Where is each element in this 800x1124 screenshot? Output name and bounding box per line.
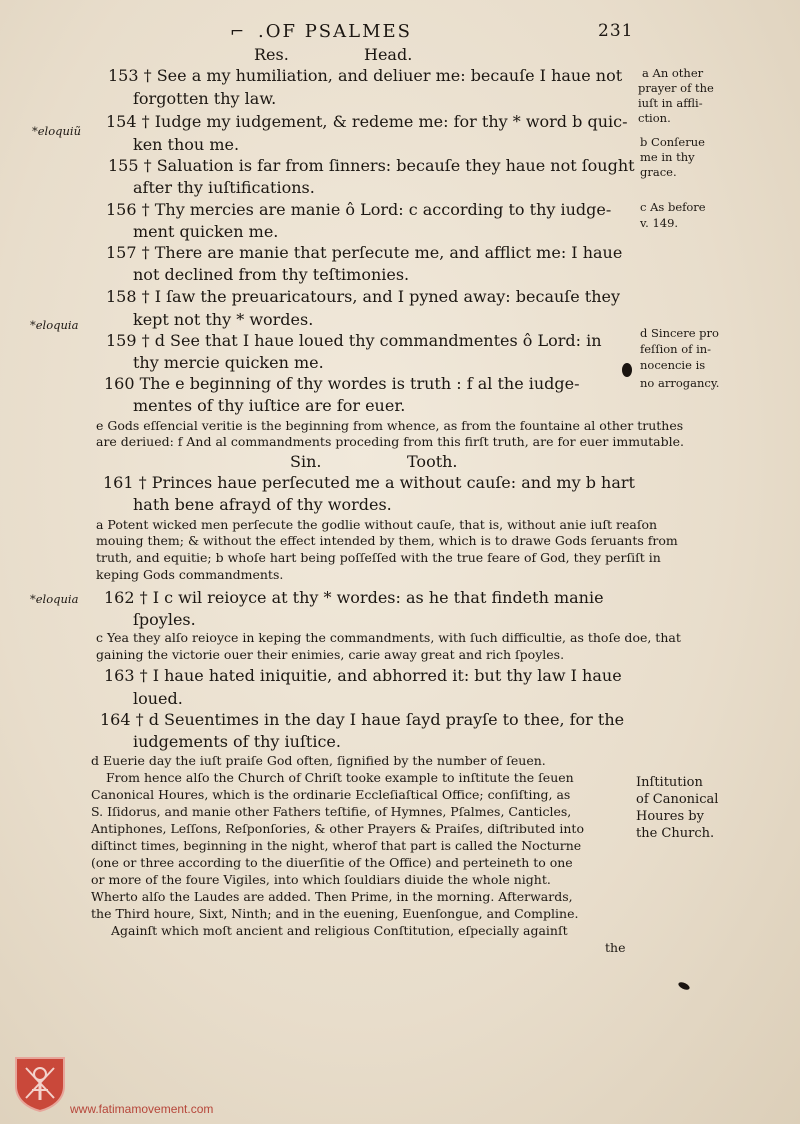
verse-163-line1: 163 † I haue hated iniquitie, and abhorred it: but thy law I haue [104, 666, 622, 685]
verse-161-line1: 161 † Princes haue perſecuted me a without cauſe: and my b hart [103, 473, 635, 492]
catchword: the [605, 940, 626, 955]
hebrew-letter-res: Res. [254, 45, 289, 64]
website-link[interactable]: www.fatimamovement.com [70, 1102, 214, 1116]
note-d-line3: Canonical Houres, which is the ordinarie Eccleſiaſtical Office; conſiſting, as [91, 787, 571, 802]
note-d-line4: S. Iſidorus, and manie other Fathers teſtifie, of Hymnes, Pſalmes, Canticles, [91, 804, 572, 819]
note-d-line5: Antiphones, Leſſons, Reſponſories, & other Prayers & Praiſes, diſtributed into [91, 821, 584, 836]
verse-156-line1: 156 † Thy mercies are manie ô Lord: c according to thy iudge- [106, 200, 612, 219]
note-c-line1: c Yea they alſo reioyce in keping the commandments, with ſuch difficultie, as thoſe doe, that [96, 630, 681, 645]
right-note-b-line2: me in thy [640, 150, 695, 164]
right-note-d-line3: nocencie is [640, 358, 706, 372]
verse-158-line1: 158 † I ſaw the preuaricatours, and I pyned away: becauſe they [106, 287, 620, 306]
note-a-line4: keping Gods commandments. [96, 567, 284, 582]
right-note-d-line4: no arrogancy. [640, 376, 720, 390]
verse-161-line2: hath bene afrayd of thy wordes. [133, 495, 392, 514]
verse-153-line1: 153 † See a my humiliation, and deliuer me: becauſe I haue not [108, 66, 623, 85]
verse-160-line2: mentes of thy iuſtice are for euer. [133, 396, 406, 415]
verse-163-line2: loued. [133, 689, 183, 708]
note-a-line3: truth, and equitie; b whoſe hart being poſſeſſed with the true feare of God, they perſiſt in [96, 550, 661, 565]
left-margin-note-3: *eloquia [30, 592, 79, 606]
note-e-line1: e Gods eſſencial veritie is the beginning from whence, as from the fountaine al other truthes [96, 418, 684, 433]
page-title: .OF PSALMES [258, 21, 412, 42]
hebrew-letter-tooth: Tooth. [407, 452, 458, 471]
right-note-inst-line4: the Church. [636, 826, 715, 841]
page-number: 231 [598, 21, 634, 41]
ink-blot [622, 363, 632, 377]
right-note-b-line1: b Conſerue [640, 135, 705, 149]
note-d-line11: Againſt which moſt ancient and religious Conſtitution, eſpecially againſt [111, 923, 568, 938]
verse-164-line1: 164 † d Seuentimes in the day I haue ſayd prayſe to thee, for the [100, 710, 625, 729]
right-note-d-line2: feſſion of in- [640, 342, 712, 356]
hebrew-letter-sin: Sin. [290, 452, 322, 471]
right-note-inst-line2: of Canonical [636, 792, 719, 807]
fatima-movement-shield-logo [12, 1054, 68, 1112]
right-note-a-line1: a An other [642, 66, 704, 80]
right-note-a-line4: ction. [638, 111, 671, 125]
header-mark: ⌐ [230, 22, 246, 42]
verse-154-line1: 154 † Iudge my iudgement, & redeme me: for thy * word b quic- [106, 112, 628, 131]
right-note-d-line1: d Sincere pro [640, 326, 719, 340]
verse-157-line1: 157 † There are manie that perſecute me, and afflict me: I haue [106, 243, 623, 262]
verse-162-line2: ſpoyles. [133, 610, 196, 629]
verse-153-line2: forgotten thy law. [133, 89, 277, 108]
note-d-line7: (one or three according to the diuerſitie of the Office) and perteineth to one [91, 855, 573, 870]
verse-157-line2: not declined from thy teſtimonies. [133, 265, 410, 284]
right-note-inst-line3: Houres by [636, 809, 704, 824]
note-d-line10: the Third houre, Sixt, Ninth; and in the euening, Euenſongue, and Compline. [91, 906, 579, 921]
verse-154-line2: ken thou me. [133, 135, 240, 154]
note-c-line2: gaining the victorie ouer their enimies, carie away great and rich ſpoyles. [96, 647, 565, 662]
ink-speck [677, 981, 690, 992]
note-d-line8: or more of the foure Vigiles, into which ſouldiars diuide the whole night. [91, 872, 551, 887]
note-e-line2: are deriued: f And al commandments proceding from this firſt truth, are for euer immutable. [96, 434, 684, 449]
right-note-c-line1: c As before [640, 200, 706, 214]
verse-159-line1: 159 † d See that I haue loued thy commandmentes ô Lord: in [106, 331, 602, 350]
note-d-line6: diſtinct times, beginning in the night, wherof that part is called the Nocturne [91, 838, 582, 853]
note-a-line1: a Potent wicked men perſecute the godlie without cauſe, that is, without anie iuſt reaſon [96, 517, 658, 532]
right-note-a-line2: prayer of the [638, 81, 714, 95]
left-margin-note-1: *eloquiũ [32, 124, 82, 138]
verse-156-line2: ment quicken me. [133, 222, 279, 241]
verse-155-line2: after thy iuſtifications. [133, 178, 315, 197]
note-d-line2: From hence alſo the Church of Chriſt tooke example to inſtitute the ſeuen [106, 770, 574, 785]
note-a-line2: mouing them; & without the effect intended by them, which is to drawe Gods ſeruants from [96, 533, 678, 548]
right-note-c-line2: v. 149. [640, 216, 679, 230]
hebrew-letter-head: Head. [364, 45, 413, 64]
verse-160-line1: 160 The e beginning of thy wordes is truth : f al the iudge- [104, 374, 580, 393]
verse-159-line2: thy mercie quicken me. [133, 353, 324, 372]
verse-162-line1: 162 † I c wil reioyce at thy * wordes: as he that findeth manie [104, 588, 604, 607]
right-note-b-line3: grace. [640, 165, 677, 179]
note-d-line9: Wherto alſo the Laudes are added. Then Prime, in the morning. Afterwards, [91, 889, 573, 904]
right-note-a-line3: iuſt in affli- [638, 96, 703, 110]
left-margin-note-2: *eloquia [30, 318, 79, 332]
verse-164-line2: iudgements of thy iuſtice. [133, 732, 341, 751]
right-note-inst-line1: Inſtitution [636, 775, 703, 790]
verse-158-line2: kept not thy * wordes. [133, 310, 314, 329]
verse-155-line1: 155 † Saluation is far from ſinners: becauſe they haue not ſought [108, 156, 635, 175]
note-d-line1: d Euerie day the iuſt praiſe God often, ſignified by the number of ſeuen. [91, 753, 546, 768]
